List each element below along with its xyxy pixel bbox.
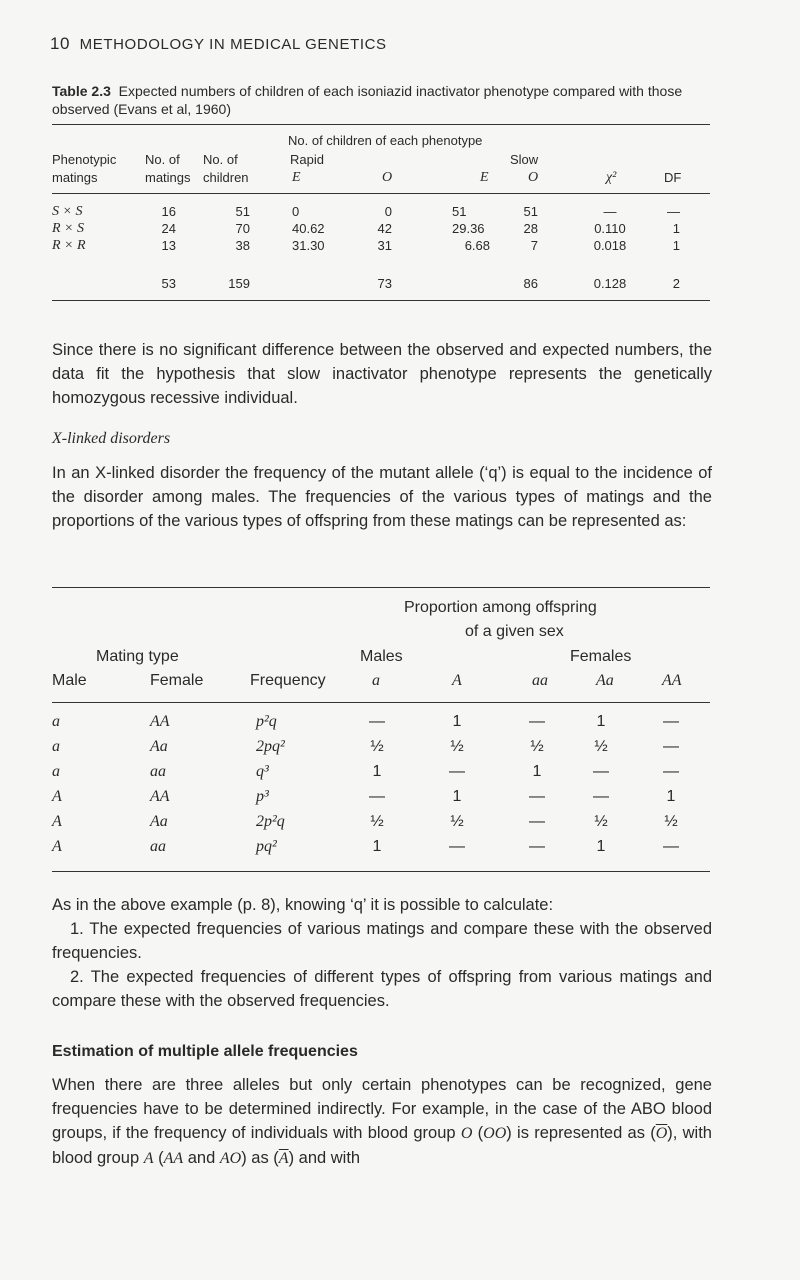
col-AA: AA bbox=[662, 672, 682, 689]
col-female: Female bbox=[150, 672, 204, 689]
cell-male: a bbox=[52, 713, 60, 730]
rapid-e-cell: 31.30 bbox=[292, 238, 325, 253]
group-header-1: Proportion among offspring bbox=[404, 599, 597, 616]
paragraph: In an X-linked disorder the frequency of the mutant allele (‘q’) is equal to the incidence of the disorder among males. The frequencies of the various types of matings and the proportions of the various types of offspring from these matings can be represented as: bbox=[52, 464, 712, 530]
col-male: Male bbox=[52, 672, 87, 689]
col-slow: Slow bbox=[510, 152, 539, 167]
mating-cell: S × S bbox=[52, 204, 83, 219]
rapid-o-cell: 31 bbox=[377, 238, 392, 253]
para4-italic: AA bbox=[163, 1150, 184, 1167]
para4-italic: AO bbox=[219, 1150, 242, 1167]
col-rapid: Rapid bbox=[290, 152, 324, 167]
col-A: A bbox=[452, 672, 462, 689]
cell-f-aa: — bbox=[529, 788, 545, 805]
para4-text: ) as ( bbox=[241, 1149, 279, 1167]
col-frequency: Frequency bbox=[250, 672, 326, 689]
cell-female: AA bbox=[150, 788, 170, 805]
col-matings-1: No. of bbox=[145, 152, 180, 167]
running-title: METHODOLOGY IN MEDICAL GENETICS bbox=[79, 36, 387, 53]
children-cell: 51 bbox=[235, 204, 250, 219]
cell-m-A: — bbox=[449, 838, 465, 855]
total-df: 2 bbox=[672, 276, 680, 291]
slow-o-cell: 28 bbox=[523, 221, 538, 236]
cell-f-AA: — bbox=[663, 713, 679, 730]
page-number: 10 bbox=[50, 34, 71, 53]
para4-italic: O bbox=[460, 1125, 473, 1142]
table-caption bbox=[52, 82, 712, 118]
section-heading-multiple-alleles: Estimation of multiple allele frequencies bbox=[52, 1043, 358, 1060]
para4-text: and bbox=[183, 1149, 220, 1167]
cell-female: AA bbox=[150, 713, 170, 730]
cell-f-AA: — bbox=[663, 738, 679, 755]
cell-f-Aa: 1 bbox=[596, 713, 606, 730]
cell-freq: q³ bbox=[256, 763, 269, 780]
list-item: 1. The expected frequencies of various matings and compare these with the observed frequencies. bbox=[52, 920, 712, 962]
rapid-o-cell: 42 bbox=[377, 221, 392, 236]
mating-type-header: Mating type bbox=[96, 648, 179, 665]
col-df: DF bbox=[664, 170, 682, 185]
cell-f-aa: ½ bbox=[530, 738, 544, 755]
cell-m-a: — bbox=[369, 713, 385, 730]
paragraph: When there are three alleles but only certain phenotypes can be recognized, gene frequencies have to be determined indirectly. For example, in the case of the ABO blood groups, if the frequency of individuals with blood group O (OO) is represented as $(\overline{O})$, with blood group A (AA and AO) as $(\overline{A})$ and with bbox=[52, 1076, 712, 1167]
cell-m-A: — bbox=[449, 763, 465, 780]
cell-m-a: 1 bbox=[372, 838, 382, 855]
cell-female: Aa bbox=[150, 738, 168, 755]
total-chi: 0.128 bbox=[593, 276, 627, 291]
para4-italic: OO bbox=[483, 1125, 507, 1142]
total-slow-o: 86 bbox=[523, 276, 538, 291]
cell-freq: 2pq² bbox=[256, 738, 285, 755]
cell-f-AA: — bbox=[663, 838, 679, 855]
para4-text: When there are three alleles but only certain phenotypes can be recognized, gene frequencies have to be determined indirectly. For example, in the case of the ABO blood groups, if the frequency of individuals with blood group bbox=[52, 1076, 712, 1142]
col-children-2: children bbox=[203, 170, 249, 185]
chi-cell: 0.110 bbox=[594, 221, 626, 236]
table-top-rule bbox=[52, 124, 710, 125]
cell-f-aa: — bbox=[529, 838, 545, 855]
rapid-e-cell: 40.62 bbox=[292, 221, 325, 236]
col-a: a bbox=[372, 672, 380, 689]
cell-freq: pq² bbox=[256, 838, 277, 855]
total-rapid-o: 73 bbox=[377, 276, 392, 291]
table-bottom-rule bbox=[52, 300, 710, 301]
cell-male: a bbox=[52, 738, 60, 755]
cell-male: A bbox=[52, 788, 62, 805]
col-phenotypic-2: matings bbox=[52, 170, 98, 185]
group-header-2: of a given sex bbox=[465, 623, 564, 640]
matings-cell: 13 bbox=[161, 238, 176, 253]
cell-f-AA: ½ bbox=[664, 813, 678, 830]
cell-m-A: ½ bbox=[450, 813, 464, 830]
mating-cell: R × R bbox=[52, 238, 86, 253]
cell-m-a: ½ bbox=[370, 813, 384, 830]
running-header bbox=[50, 34, 387, 54]
slow-o-cell: 7 bbox=[530, 238, 538, 253]
cell-m-A: ½ bbox=[450, 738, 464, 755]
slow-o-cell: 51 bbox=[523, 204, 538, 219]
df-cell: 1 bbox=[672, 221, 680, 236]
para4-text: is represented as ( bbox=[511, 1124, 656, 1142]
para4-italic-overlined: $\overline{O}$ bbox=[655, 1125, 668, 1142]
cell-f-Aa: ½ bbox=[594, 813, 608, 830]
total-children: 159 bbox=[228, 276, 250, 291]
col-Aa: Aa bbox=[596, 672, 614, 689]
mating-cell: R × S bbox=[52, 221, 84, 236]
cell-freq: p²q bbox=[256, 713, 277, 730]
cell-female: aa bbox=[150, 838, 166, 855]
children-cell: 38 bbox=[235, 238, 250, 253]
slow-e-cell: 51 bbox=[452, 204, 467, 219]
df-cell: 1 bbox=[672, 238, 680, 253]
cell-female: Aa bbox=[150, 813, 168, 830]
cell-f-aa: — bbox=[529, 713, 545, 730]
para4-text: ) and with bbox=[288, 1149, 361, 1167]
table2-bottom-rule bbox=[52, 871, 710, 872]
cell-f-aa: 1 bbox=[532, 763, 542, 780]
males-header: Males bbox=[360, 648, 403, 665]
cell-male: A bbox=[52, 813, 62, 830]
cell-f-Aa: 1 bbox=[596, 838, 606, 855]
table2-header-rule bbox=[52, 702, 710, 703]
cell-f-AA: 1 bbox=[666, 788, 676, 805]
col-rapid-o: O bbox=[382, 170, 393, 185]
cell-m-A: 1 bbox=[452, 788, 462, 805]
cell-freq: 2p²q bbox=[256, 813, 285, 830]
rapid-o-cell: 0 bbox=[384, 204, 392, 219]
children-cell: 70 bbox=[235, 221, 250, 236]
col-slow-e: E bbox=[480, 170, 489, 185]
matings-cell: 16 bbox=[161, 204, 176, 219]
col-phenotypic-1: Phenotypic bbox=[52, 152, 117, 167]
rapid-e-cell: 0 bbox=[292, 204, 300, 219]
col-matings-2: matings bbox=[145, 170, 191, 185]
col-slow-o: O bbox=[528, 170, 539, 185]
paragraph: Since there is no significant difference between the observed and expected numbers, the data fit the hypothesis that slow inactivator phenotype represents the genetically homozygous recessive individual. bbox=[52, 341, 712, 407]
paragraph: As in the above example (p. 8), knowing ‘q’ it is possible to calculate: bbox=[52, 896, 554, 914]
table-caption-text: Expected numbers of children of each isoniazid inactivator phenotype compared with those observed (Evans et al, 1960) bbox=[52, 83, 683, 117]
para4-text: ), with blood group bbox=[52, 1124, 712, 1167]
slow-e-cell: 6.68 bbox=[464, 238, 490, 253]
chi-cell: — bbox=[603, 204, 617, 219]
cell-m-a: ½ bbox=[370, 738, 384, 755]
females-header: Females bbox=[570, 648, 632, 665]
table-header-rule bbox=[52, 193, 710, 194]
col-rapid-e: E bbox=[292, 170, 301, 185]
para4-italic-overlined: $\overline{A}$ bbox=[278, 1150, 289, 1167]
group-header: No. of children of each phenotype bbox=[288, 133, 483, 148]
para4-italic: A bbox=[143, 1150, 154, 1167]
table2-top-rule bbox=[52, 587, 710, 588]
cell-f-Aa: — bbox=[593, 788, 609, 805]
total-matings: 53 bbox=[161, 276, 176, 291]
cell-f-Aa: — bbox=[593, 763, 609, 780]
list-item: 2. The expected frequencies of different types of offspring from various matings and compare these with the observed frequencies. bbox=[52, 968, 712, 1010]
cell-freq: p³ bbox=[256, 788, 269, 805]
cell-m-a: — bbox=[369, 788, 385, 805]
col-aa: aa bbox=[532, 672, 548, 689]
df-cell: — bbox=[667, 204, 680, 219]
cell-female: aa bbox=[150, 763, 166, 780]
cell-male: A bbox=[52, 838, 62, 855]
cell-male: a bbox=[52, 763, 60, 780]
cell-f-aa: — bbox=[529, 813, 545, 830]
chi-cell: 0.018 bbox=[593, 238, 627, 253]
cell-f-Aa: ½ bbox=[594, 738, 608, 755]
col-children-1: No. of bbox=[203, 152, 238, 167]
table-label: Table 2.3 bbox=[52, 83, 111, 99]
matings-cell: 24 bbox=[161, 221, 176, 236]
section-heading-xlinked: X-linked disorders bbox=[52, 430, 171, 447]
slow-e-cell: 29.36 bbox=[452, 221, 485, 236]
cell-m-a: 1 bbox=[372, 763, 382, 780]
col-chi-square: χ² bbox=[606, 170, 617, 185]
cell-f-AA: — bbox=[663, 763, 679, 780]
cell-m-A: 1 bbox=[452, 713, 462, 730]
